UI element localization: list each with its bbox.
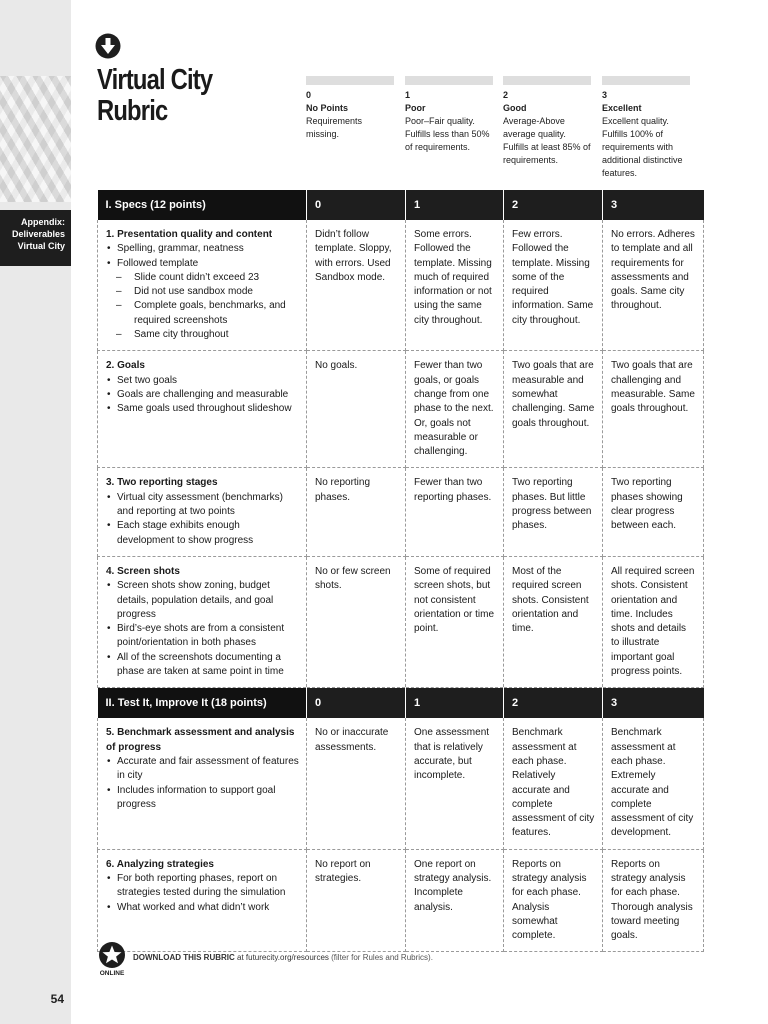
legend-description: Excellent quality. Fulfills 100% of requirements with additional distinctive features.: [602, 116, 683, 178]
legend-bar: [405, 76, 493, 85]
legend-score: 2: [503, 90, 509, 100]
legend-score: 3: [602, 90, 608, 100]
score-cell-2: Two goals that are measurable and somewhat challenging. Same goals throughout.: [504, 351, 603, 468]
legend-description: Requirements missing.: [306, 116, 363, 139]
criterion-list: [106, 755, 299, 812]
legend-bar: [602, 76, 690, 85]
score-legend-2: [503, 76, 591, 167]
criterion-item: • Goals are challenging and measurable: [106, 388, 299, 402]
score-legend-1: [405, 76, 493, 154]
page-number: 54: [50, 992, 64, 1006]
criterion-subitem: – Slide count didn’t exceed 23: [106, 271, 299, 285]
criterion-item: • For both reporting phases, report on strategies tested during the simulation: [106, 872, 299, 901]
score-cell-3: No errors. Adheres to template and all requirements for assessments and goals. Same city throughout.: [603, 220, 704, 351]
score-cell-0: No reporting phases.: [307, 468, 406, 556]
sidebar: [0, 0, 71, 1024]
criterion-title: 2. Goals: [106, 360, 145, 372]
score-cell-1: Fewer than two goals, or goals change from one phase to the next. Or, goals not measurable or challenging.: [406, 351, 504, 468]
score-cell-2: Most of the required screen shots. Consistent orientation and time.: [504, 556, 603, 687]
criterion-item: • Followed template: [106, 257, 299, 271]
score-column-header: 3: [603, 190, 704, 220]
footer-lead: DOWNLOAD THIS RUBRIC: [133, 953, 235, 962]
score-column-header: 3: [603, 688, 704, 719]
criterion-cell: [98, 351, 307, 468]
score-cell-0: No report on strategies.: [307, 849, 406, 952]
section-header-row: [98, 190, 704, 220]
criterion-item: • Screen shots show zoning, budget details, population details, and goal progress: [106, 579, 299, 622]
criterion-title: 4. Screen shots: [106, 565, 180, 577]
score-cell-0: Didn’t follow template. Sloppy, with errors. Used Sandbox mode.: [307, 220, 406, 351]
section-tab-line: Deliverables: [11, 229, 65, 239]
score-column-header: 1: [406, 688, 504, 719]
score-cell-3: Two goals that are challenging and measurable. Same goals throughout.: [603, 351, 704, 468]
legend-description: Average-Above average quality. Fulfills at least 85% of requirements.: [503, 116, 591, 165]
section-tab: [0, 210, 71, 266]
criterion-title: 6. Analyzing strategies: [106, 858, 214, 870]
criterion-list: [106, 491, 299, 548]
criterion-cell: [98, 468, 307, 556]
page-title: [97, 65, 253, 127]
criterion-cell: [98, 556, 307, 687]
score-cell-3: Reports on strategy analysis for each phase. Thorough analysis toward meeting goals.: [603, 849, 704, 952]
score-cell-0: No goals.: [307, 351, 406, 468]
footer-tail: (filter for Rules and Rubrics).: [328, 953, 433, 962]
legend-bar: [503, 76, 591, 85]
rubric-body: [98, 190, 704, 952]
footer-text: [133, 953, 433, 962]
score-column-header: 0: [307, 190, 406, 220]
down-arrow-icon: [95, 33, 121, 59]
sidebar-texture: [0, 76, 71, 202]
score-column-header: 1: [406, 190, 504, 220]
score-cell-1: Some of required screen shots, but not consistent orientation or time point.: [406, 556, 504, 687]
criterion-item: • Same goals used throughout slideshow: [106, 402, 299, 416]
score-legend-0: [306, 76, 394, 141]
criterion-item: • What worked and what didn’t work: [106, 901, 299, 915]
table-row: [98, 849, 704, 952]
score-cell-2: Reports on strategy analysis for each phase. Analysis somewhat complete.: [504, 849, 603, 952]
legend-description: Poor–Fair quality. Fulfills less than 50% of requirements.: [405, 116, 490, 152]
legend-name: No Points: [306, 103, 348, 113]
score-column-header: 0: [307, 688, 406, 719]
score-cell-1: One assessment that is relatively accurate, but incomplete.: [406, 718, 504, 849]
criterion-item: • Each stage exhibits enough development to show progress: [106, 519, 299, 548]
criterion-title: 1. Presentation quality and content: [106, 229, 273, 240]
criterion-item: • Spelling, grammar, neatness: [106, 242, 299, 256]
score-cell-1: One report on strategy analysis. Incomplete analysis.: [406, 849, 504, 952]
score-cell-3: Two reporting phases showing clear progress between each.: [603, 468, 704, 556]
score-cell-0: No or few screen shots.: [307, 556, 406, 687]
score-cell-2: Few errors. Followed the template. Missing some of the required information. Same city throughout.: [504, 220, 603, 351]
criterion-item: • Includes information to support goal progress: [106, 784, 299, 813]
online-label: ONLINE: [99, 970, 125, 977]
score-cell-1: Some errors. Followed the template. Missing much of required information or not using the same city throughout.: [406, 220, 504, 351]
legend-name: Poor: [405, 103, 426, 113]
table-row: [98, 556, 704, 687]
criterion-cell: [98, 718, 307, 849]
section-tab-line: Virtual City: [17, 241, 65, 251]
score-cell-1: Fewer than two reporting phases.: [406, 468, 504, 556]
score-column-header: 2: [504, 688, 603, 719]
legend-name: Excellent: [602, 103, 642, 113]
criterion-item: • Virtual city assessment (benchmarks) and reporting at two points: [106, 491, 299, 520]
criterion-item: • Bird’s-eye shots are from a consistent point/orientation in both phases: [106, 622, 299, 651]
criterion-title: 5. Benchmark assessment and analysis of progress: [106, 727, 295, 753]
legend-score: 1: [405, 90, 411, 100]
criterion-list: [106, 374, 299, 417]
section-title: I. Specs (12 points): [98, 190, 307, 220]
criterion-cell: [98, 849, 307, 952]
legend-score: 0: [306, 90, 312, 100]
section-title: II. Test It, Improve It (18 points): [98, 688, 307, 719]
criterion-cell: [98, 220, 307, 351]
criterion-subitem: – Complete goals, benchmarks, and required screenshots: [106, 299, 299, 328]
section-header-row: [98, 688, 704, 719]
score-column-header: 2: [504, 190, 603, 220]
criterion-list: [106, 579, 299, 679]
criterion-item: • Accurate and fair assessment of features in city: [106, 755, 299, 784]
criterion-item: • Set two goals: [106, 374, 299, 388]
page-title-line: Virtual City: [97, 64, 213, 96]
section-tab-line: Appendix:: [21, 217, 65, 227]
footer-note: [97, 941, 703, 977]
criterion-title: 3. Two reporting stages: [106, 477, 218, 489]
score-cell-3: Benchmark assessment at each phase. Extremely accurate and complete assessment of city development.: [603, 718, 704, 849]
resources-link[interactable]: futurecity.org/resources: [245, 953, 329, 962]
score-cell-2: Two reporting phases. But little progress between phases.: [504, 468, 603, 556]
rubric-table: [97, 190, 704, 952]
table-row: [98, 718, 704, 849]
criterion-list: [106, 242, 299, 342]
criterion-list: [106, 872, 299, 915]
online-star-icon: [97, 941, 127, 977]
criterion-item: • All of the screenshots documenting a phase are taken at same point in time: [106, 651, 299, 680]
table-row: [98, 220, 704, 351]
legend-name: Good: [503, 103, 527, 113]
table-row: [98, 351, 704, 468]
score-cell-2: Benchmark assessment at each phase. Relatively accurate and complete assessment of city features.: [504, 718, 603, 849]
score-cell-0: No or inaccurate assessments.: [307, 718, 406, 849]
footer-middle: at: [234, 953, 246, 962]
criterion-subitem: – Did not use sandbox mode: [106, 285, 299, 299]
legend-bar: [306, 76, 394, 85]
criterion-subitem: – Same city throughout: [106, 328, 299, 342]
score-cell-3: All required screen shots. Consistent orientation and time. Includes shots and details to illustrate important goal progress points.: [603, 556, 704, 687]
page-title-line: Rubric: [97, 95, 168, 127]
table-row: [98, 468, 704, 556]
score-legend-3: [602, 76, 690, 180]
